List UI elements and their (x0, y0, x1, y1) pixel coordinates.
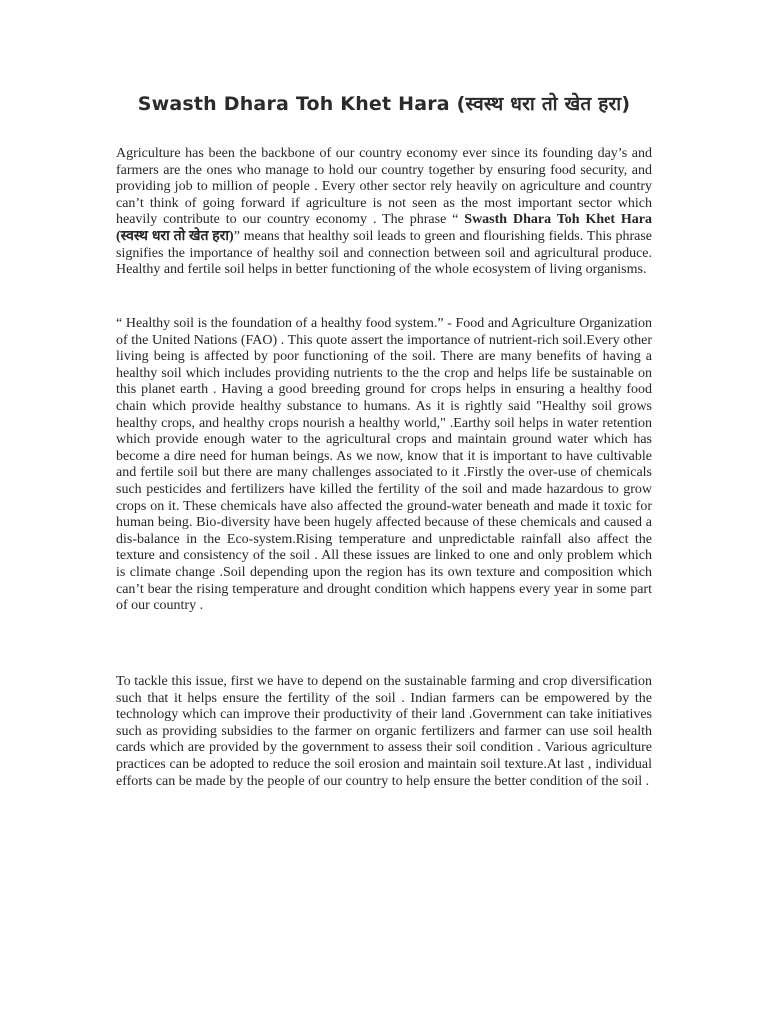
paragraph-intro-text-after: ” means that healthy soil leads to green and flourishing fields. This phrase signifies the importance of healthy soil and connection between soil and agricultural produce. Healthy and fertile soil helps in better functioning of the whole ecosystem of living organisms. (116, 228, 653, 278)
phrase-highlight: Swasth Dhara Toh Khet Hara (स्वस्थ धरा तो खेत हरा) (116, 212, 652, 244)
paragraph-intro (116, 146, 652, 279)
paragraph-intro-text-before: Agriculture has been the backbone of our country economy ever since its founding day’s and farmers are the ones who manage to hold our country together by ensuring food security, and providing job to million of people . Every other sector rely heavily on agriculture and country can’t think of going forward if agriculture is not seen as the most important sector which heavily contribute to our country economy . The phrase “ (116, 146, 652, 228)
paragraph-healthy-soil: “ Healthy soil is the foundation of a healthy food system.” - Food and Agriculture Organization of the United Nations (FAO) . This quote assert the importance of nutrient-rich soil.Every other living being is affected by poor functioning of the soil. There are many benefits of having a healthy soil which includes providing nutrients to the the crop and helps life be sustainable on this planet earth . Having a good breeding ground for crops helps in ensuring a healthy food chain which provide healthy substance to humans. As it is rightly said "Healthy soil grows healthy crops, and healthy crops nourish a healthy world," .Earthy soil helps in water retention which provide enough water to the agricultural crops and maintain ground water which has become a dire need for human beings. As we now, know that it is important to have cultivable and fertile soil but there are many challenges associated to it .Firstly the over-use of chemicals such pesticides and fertilizers have killed the fertility of the soil and made hazardous to grow crops on it. These chemicals have also affected the ground-water beneath and made it toxic for human being. Bio-diversity have been hugely affected because of these chemicals and caused a dis-balance in the Eco-system.Rising temperature and unpredictable rainfall also affect the texture and consistency of the soil . All these issues are linked to one and only problem which is climate change .Soil depending upon the region has its own texture and composition which can’t bear the rising temperature and drought condition which happens every year in some part of our country . (116, 316, 652, 614)
document-title: Swasth Dhara Toh Khet Hara (स्वस्थ धरा तो खेत हरा) (137, 93, 631, 115)
paragraph-solutions: To tackle this issue, first we have to depend on the sustainable farming and crop diversification such that it helps ensure the fertility of the soil . Indian farmers can be empowered by the technology which can improve their productivity of their land .Government can take initiatives such as providing subsidies to the farmer on organic fertilizers and farmer can use soil health cards which are provided by the government to assess their soil condition . Various agriculture practices can be adopted to reduce the soil erosion and maintain soil texture.At last , individual efforts can be made by the people of our country to help ensure the better condition of the soil . (116, 674, 652, 789)
